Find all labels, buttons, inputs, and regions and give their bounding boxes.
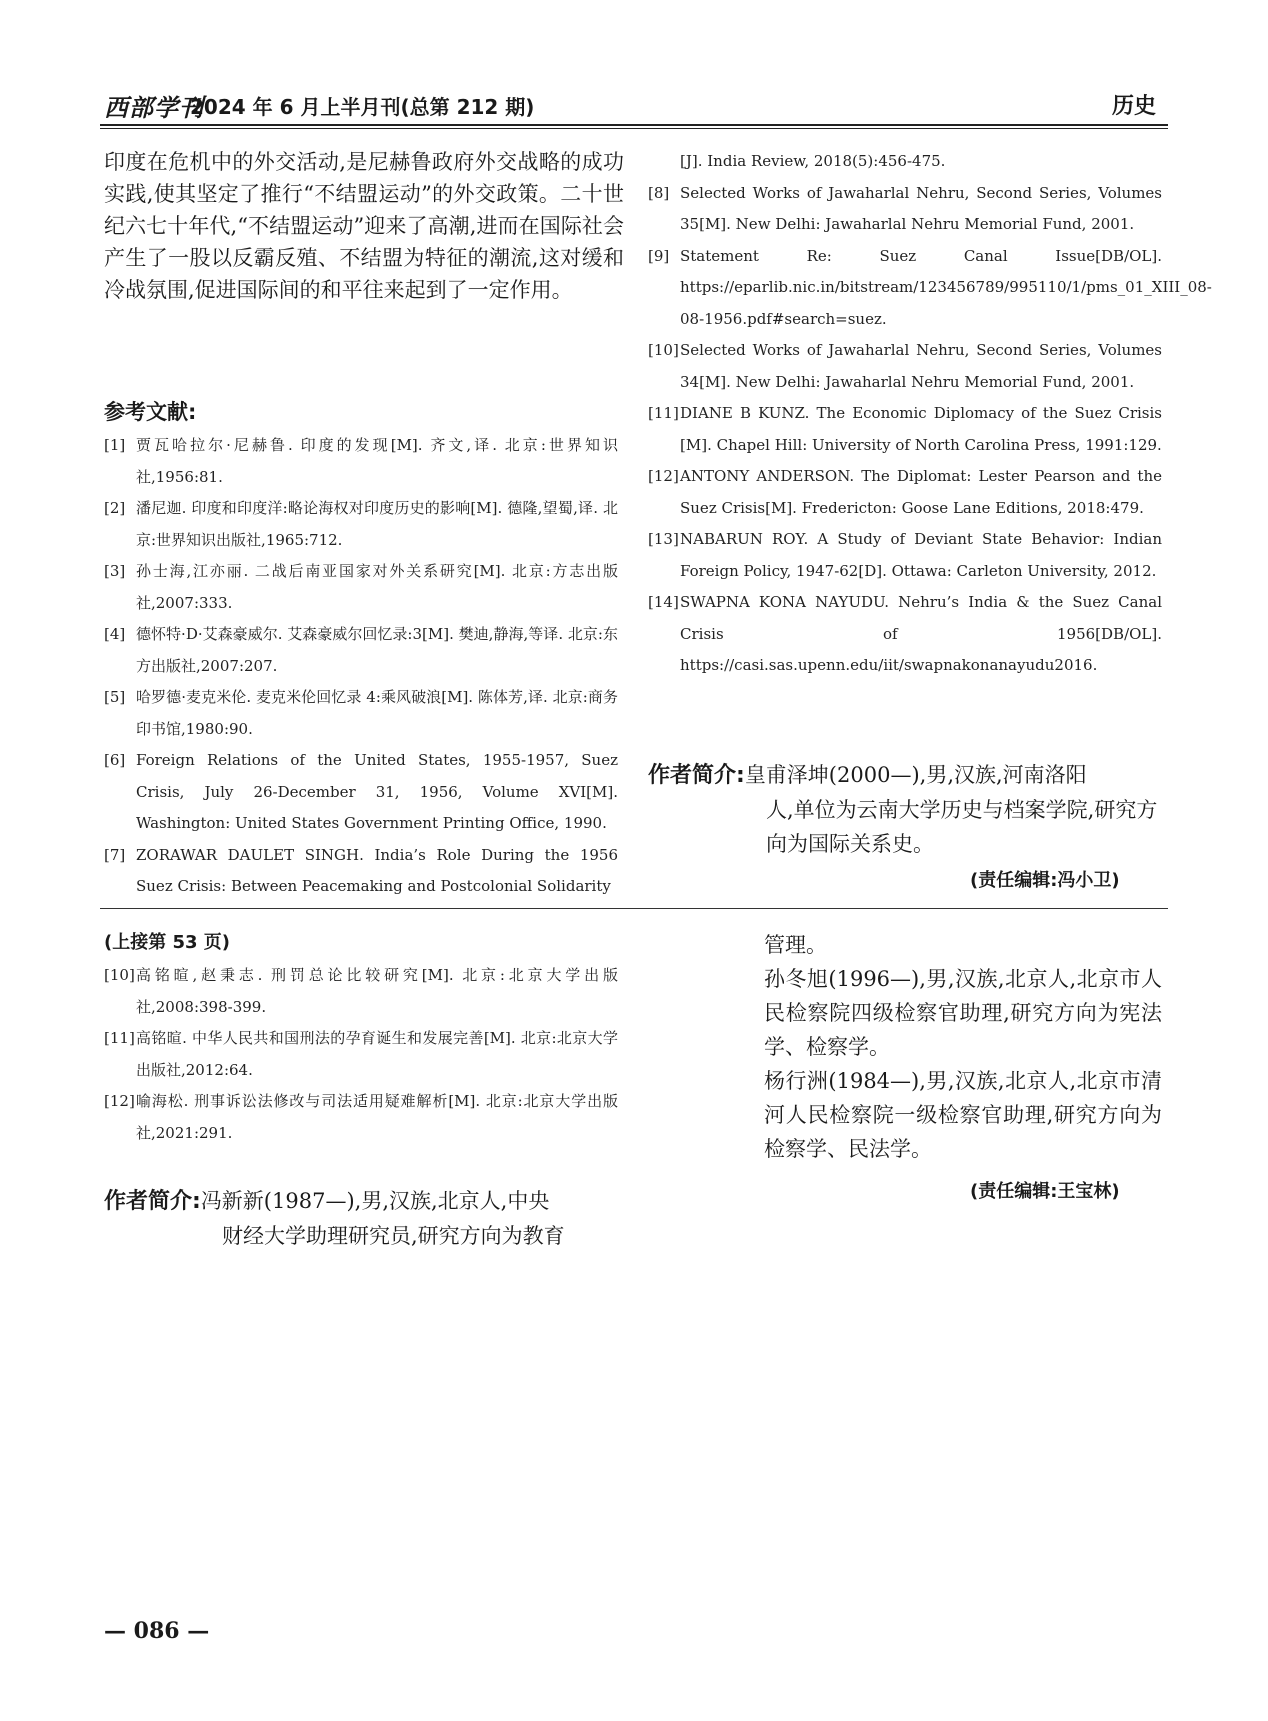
reference-item bbox=[104, 1023, 618, 1086]
author-intro-line: 财经大学助理研究员,研究方向为教育 bbox=[222, 1224, 565, 1248]
author-intro-right bbox=[648, 758, 1162, 861]
references-title: 参考文献: bbox=[104, 400, 197, 424]
body-text bbox=[104, 146, 624, 306]
reference-number: [10] bbox=[648, 341, 679, 359]
reference-text: 喻海松. 刑事诉讼法修改与司法适用疑难解析[M]. 北京:北京大学出版社,2021:291. bbox=[136, 1092, 618, 1142]
author-bios bbox=[764, 928, 1162, 1166]
reference-number: [6] bbox=[104, 751, 126, 769]
reference-number: [12] bbox=[104, 1092, 135, 1110]
references-list-lower bbox=[104, 960, 618, 1149]
reference-number: [5] bbox=[104, 688, 126, 706]
reference-text: Statement Re: Suez Canal Issue[DB/OL]. https://eparlib.nic.in/bitstream/123456789/995110/1/pms_01_XIII_08-08-1956.pdf#search=suez. bbox=[680, 246, 1212, 328]
reference-item bbox=[648, 524, 1162, 587]
issue-info: 2024 年 6 月上半月刊(总第 212 期) bbox=[190, 95, 535, 119]
reference-item bbox=[104, 430, 618, 493]
reference-item bbox=[104, 840, 618, 903]
reference-number: [7] bbox=[104, 845, 126, 864]
reference-text: SWAPNA KONA NAYUDU. Nehru’s India & the Suez Canal Crisis of 1956[DB/OL]. https://casi.sas.upenn.edu/iit/swapnakonanayudu2016. bbox=[680, 593, 1162, 674]
author-intro-line: 皇甫泽坤(2000—),男,汉族,河南洛阳 bbox=[744, 763, 1087, 787]
responsible-editor: (责任编辑:冯小卫) bbox=[970, 870, 1120, 891]
reference-item bbox=[104, 619, 618, 682]
reference-text: ZORAWAR DAULET SINGH. India’s Role During the 1956 Suez Crisis: Between Peacemaking and Postcolonial Solidarity bbox=[136, 845, 618, 895]
continued-from-label: (上接第 53 页) bbox=[104, 932, 231, 953]
reference-continuation: [J]. India Review, 2018(5):456-475. bbox=[680, 152, 946, 170]
reference-item bbox=[648, 587, 1162, 682]
reference-text: 高铭暄. 中华人民共和国刑法的孕育诞生和发展完善[M]. 北京:北京大学出版社,2012:64. bbox=[136, 1029, 618, 1079]
author-intro-line: 冯新新(1987—),男,汉族,北京人,中央 bbox=[200, 1189, 550, 1213]
reference-text: 德怀特·D·艾森豪威尔. 艾森豪威尔回忆录:3[M]. 樊迪,静海,等译. 北京:东方出版社,2007:207. bbox=[136, 625, 618, 675]
reference-text: NABARUN ROY. A Study of Deviant State Behavior: Indian Foreign Policy, 1947-62[D]. Ottawa: Carleton University, 2012. bbox=[680, 530, 1162, 580]
journal-name: 西部学刊 bbox=[104, 93, 204, 122]
reference-item bbox=[104, 1086, 618, 1149]
reference-text: 高铭暄,赵秉志. 刑罚总论比较研究[M]. 北京:北京大学出版社,2008:398-399. bbox=[136, 966, 618, 1016]
page-number: — 086 — bbox=[104, 1618, 210, 1644]
reference-text: 哈罗德·麦克米伦. 麦克米伦回忆录 4:乘风破浪[M]. 陈体芳,译. 北京:商务印书馆,1980:90. bbox=[136, 688, 618, 738]
reference-text: Selected Works of Jawaharlal Nehru, Second Series, Volumes 35[M]. New Delhi: Jawaharlal Nehru Memorial Fund, 2001. bbox=[680, 183, 1162, 233]
reference-text: Foreign Relations of the United States, 1955-1957, Suez Crisis, July 26-December 31, 1956, Volume XVI[M]. Washington: United States Government Printing Office, 1990. bbox=[136, 751, 618, 832]
reference-item bbox=[104, 682, 618, 745]
reference-text: 孙士海,江亦丽. 二战后南亚国家对外关系研究[M]. 北京:方志出版社,2007:333. bbox=[136, 562, 618, 612]
reference-number: [2] bbox=[104, 499, 126, 517]
reference-number: [12] bbox=[648, 467, 679, 485]
reference-text: Selected Works of Jawaharlal Nehru, Second Series, Volumes 34[M]. New Delhi: Jawaharlal Nehru Memorial Fund, 2001. bbox=[680, 341, 1162, 391]
bio-paragraph: 孙冬旭(1996—),男,汉族,北京人,北京市人民检察院四级检察官助理,研究方向为宪法学、检察学。 bbox=[764, 967, 1162, 1059]
references-list-right bbox=[648, 146, 1212, 682]
reference-item bbox=[648, 461, 1162, 524]
reference-number: [1] bbox=[104, 436, 126, 454]
reference-number: [11] bbox=[648, 404, 679, 422]
reference-number: [3] bbox=[104, 562, 126, 580]
header-rule-thin bbox=[100, 128, 1168, 129]
author-intro-label: 作者简介: bbox=[648, 763, 745, 788]
references-list-left bbox=[104, 430, 618, 903]
bio-paragraph: 杨行洲(1984—),男,汉族,北京人,北京市清河人民检察院一级检察官助理,研究方向为检察学、民法学。 bbox=[764, 1069, 1162, 1161]
reference-item bbox=[104, 493, 618, 556]
reference-item bbox=[104, 745, 618, 840]
reference-item bbox=[648, 335, 1162, 398]
author-intro-left bbox=[104, 1184, 624, 1253]
author-intro-line: 人,单位为云南大学历史与档案学院,研究方向为国际关系史。 bbox=[766, 798, 1158, 856]
reference-item bbox=[104, 556, 618, 619]
responsible-editor: (责任编辑:王宝林) bbox=[970, 1181, 1120, 1202]
reference-number: [8] bbox=[648, 183, 670, 202]
header-rule bbox=[100, 124, 1168, 126]
reference-text: DIANE B KUNZ. The Economic Diplomacy of the Suez Crisis [M]. Chapel Hill: University of North Carolina Press, 1991:129. bbox=[680, 404, 1162, 454]
section-divider bbox=[100, 908, 1168, 909]
reference-item bbox=[648, 178, 1162, 241]
reference-text: ANTONY ANDERSON. The Diplomat: Lester Pearson and the Suez Crisis[M]. Fredericton: Goose Lane Editions, 2018:479. bbox=[680, 467, 1162, 517]
reference-number: [13] bbox=[648, 530, 679, 548]
body-paragraph: 印度在危机中的外交活动,是尼赫鲁政府外交战略的成功实践,使其坚定了推行“不结盟运动”的外交政策。二十世纪六七十年代,“不结盟运动”迎来了高潮,进而在国际社会产生了一股以反霸反殖、不结盟为特征的潮流,这对缓和冷战氛围,促进国际间的和平往来起到了一定作用。 bbox=[104, 150, 624, 302]
reference-item bbox=[104, 960, 618, 1023]
reference-number: [11] bbox=[104, 1029, 135, 1047]
reference-item bbox=[648, 398, 1162, 461]
reference-number: [4] bbox=[104, 625, 126, 643]
section-label: 历史 bbox=[1112, 94, 1157, 119]
reference-text: 潘尼迦. 印度和印度洋:略论海权对印度历史的影响[M]. 德隆,望蜀,译. 北京:世界知识出版社,1965:712. bbox=[136, 499, 618, 549]
reference-number: [10] bbox=[104, 966, 135, 984]
author-intro-label: 作者简介: bbox=[104, 1189, 201, 1214]
reference-number: [14] bbox=[648, 593, 679, 611]
bio-paragraph: 管理。 bbox=[764, 933, 827, 957]
reference-text: 贾瓦哈拉尔·尼赫鲁. 印度的发现[M]. 齐文,译. 北京:世界知识社,1956:81. bbox=[136, 436, 618, 486]
reference-item bbox=[648, 241, 1212, 336]
reference-number: [9] bbox=[648, 246, 670, 265]
